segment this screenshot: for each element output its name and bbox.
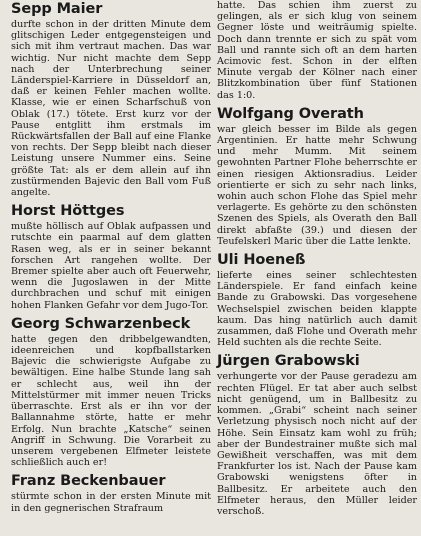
player-entry — [11, 473, 211, 513]
right-column — [217, 0, 417, 522]
player-entry — [11, 203, 211, 311]
player-review: hatte. Das schien ihm zuerst zu gelingen, als er sich klug von seinem Gegner löste und weiträumig spielte. Doch dann trennte er sich zu spät vom Ball und rannte sich oft an dem harten Acimovic fest. Schon in der elften Minute vergab der Kölner nach einer Blitzkombination über fünf Stationen das 1:0. — [217, 0, 417, 101]
player-review: mußte höllisch auf Oblak aufpassen und rutschte ein paarmal auf dem glatten Rasen weg, als er in seiner bekannt forschen Art rangehen wollte. Der Bremer spielte aber auch oft Feuerwehr, wenn die Jugoslawen in der Mitte durchbrachen und schuf mit einigen hohen Flanken Gefahr vor dem Jugo-Tor. — [11, 221, 211, 311]
player-entry-continued — [217, 0, 417, 101]
player-name: Jürgen Grabowski — [217, 353, 360, 370]
player-review: war gleich besser im Bilde als gegen Argentinien. Er hatte mehr Schwung und mehr Mumm. Mit seinem gewohnten Partner Flohe beherrschte er einen riesigen Aktionsradius. Leider orientierte er sich zu sehr nach links, wohin auch schon Flohe das Spiel mehr verlagerte. Es gehörte zu den schönsten Szenen des Spiels, als Overath den Ball direkt abfaßte (39.) und diesen der Teufelskerl Maric über die Latte lenkte. — [217, 123, 417, 247]
player-entry — [217, 353, 417, 517]
player-entry — [217, 252, 417, 348]
player-name: Sepp Maier — [11, 1, 103, 17]
player-entry — [217, 106, 417, 247]
player-name: Horst Höttges — [11, 203, 125, 220]
player-name: Wolfgang Overath — [217, 105, 364, 122]
player-review: stürmte schon in der ersten Minute mit in den gegnerischen Strafraum — [11, 491, 211, 514]
player-name: Franz Beckenbauer — [11, 473, 166, 490]
player-review: durfte schon in der dritten Minute dem glitschigen Leder entgegensteigen und sich mit ihm vertraut machen. Das war wichtig. Nur nicht machte dem Sepp nach der Unterbrechung seiner Länderspiel-Karriere in Düsseldorf an, daß er keinen Fehler machen wollte. Klasse, wie er einen Scharfschuß von Oblak (17.) tötete. Erst kurz vor der Pause entglitt ihm erstmals im Rückwärtsfallen der Ball auf eine Flanke von rechts. Der Sepp bleibt nach dieser Leistung unsere Nummer eins. Seine größte Tat: als er dem allein auf ihn zustürmenden Bajevic den Ball vom Fuß angelte. — [11, 19, 211, 199]
player-entry — [11, 316, 211, 468]
player-review: lieferte eines seiner schlechtesten Länderspiele. Er fand einfach keine Bande zu Grabowski. Das vorgesehene Wechselspiel zwischen beiden klappte kaum. Das hing natürlich auch damit zusammen, daß Flohe und Overath mehr Held suchten als die rechte Seite. — [217, 270, 417, 349]
player-name: Uli Hoeneß — [217, 252, 306, 269]
player-review: verhungerte vor der Pause geradezu am rechten Flügel. Er tat aber auch selbst nicht genügend, um in Ballbesitz zu kommen. „Grabi“ scheint nach seiner Verletzung physisch noch nicht auf der Höhe. Sein Einsatz kam wohl zu früh; aber der Bundestrainer mußte sich mal Gewißheit verschaffen, was mit dem Frankfurter los ist. Nach der Pause kam Grabowski wenigstens öfter in Ballbesitz. Er arbeitete auch den Elfmeter heraus, den Müller leider verschoß. — [217, 371, 417, 517]
player-review: hatte gegen den dribbelgewandten, ideenreichen und kopfballstarken Bajevic die schwierigste Aufgabe zu bewältigen. Eine halbe Stunde lang sah er schlecht aus, weil ihn der Mittelstürmer mit immer neuen Tricks überraschte. Erst als er ihn vor der Ballannahme störte, hatte er mehr Erfolg. Nun brachte „Katsche“ seinen Angriff in Schwung. Die Vorarbeit zu unserem vergebenen Elfmeter leistete schließlich auch er! — [11, 333, 211, 469]
left-column — [11, 0, 211, 519]
player-entry — [11, 1, 211, 198]
player-name: Georg Schwarzenbeck — [11, 315, 191, 332]
